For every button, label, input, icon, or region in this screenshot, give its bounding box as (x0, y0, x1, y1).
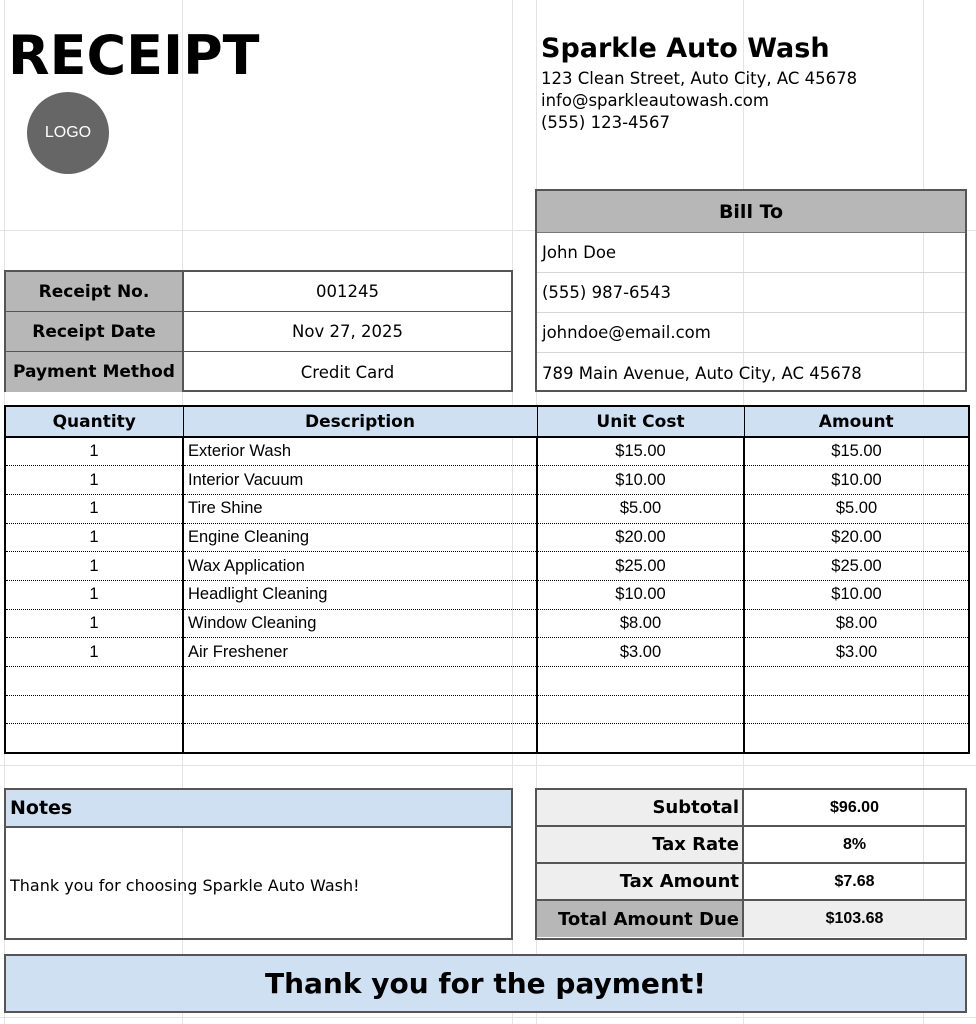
company-phone: (555) 123-4567 (541, 113, 671, 132)
item-description[interactable]: Air Freshener (183, 638, 537, 667)
item-description[interactable] (183, 724, 537, 753)
bill-to-address[interactable]: 789 Main Avenue, Auto City, AC 45678 (542, 363, 862, 383)
item-description[interactable]: Window Cleaning (183, 609, 537, 638)
item-amount[interactable] (744, 667, 969, 696)
thank-you-banner: Thank you for the payment! (4, 954, 967, 1013)
item-description[interactable] (183, 695, 537, 724)
receipt-number-row (6, 272, 511, 312)
subtotal-label: Subtotal (537, 790, 744, 825)
receipt-date-row (6, 312, 511, 352)
item-amount[interactable]: $15.00 (744, 437, 969, 466)
tax-rate-row (537, 827, 965, 864)
payment-method-value[interactable]: Credit Card (300, 362, 395, 382)
company-address: 123 Clean Street, Auto City, AC 45678 (541, 69, 858, 88)
bill-to-heading: Bill To (537, 191, 965, 233)
item-unit-cost[interactable]: $20.00 (537, 523, 744, 552)
item-description[interactable]: Tire Shine (183, 494, 537, 523)
item-amount[interactable]: $8.00 (744, 609, 969, 638)
bill-to-phone[interactable]: (555) 987-6543 (537, 273, 965, 313)
receipt-date-label: Receipt Date (6, 312, 184, 351)
tax-amount-value[interactable]: $7.68 (834, 872, 875, 890)
item-amount[interactable]: $20.00 (744, 523, 969, 552)
item-quantity[interactable]: 1 (5, 638, 183, 667)
item-amount[interactable]: $10.00 (744, 580, 969, 609)
notes-section (4, 788, 513, 940)
bill-to-section (535, 189, 967, 392)
item-description[interactable]: Interior Vacuum (183, 466, 537, 495)
table-row (5, 437, 969, 466)
item-unit-cost[interactable]: $25.00 (537, 552, 744, 581)
table-row (5, 552, 969, 581)
item-quantity[interactable] (5, 695, 183, 724)
table-row (5, 580, 969, 609)
item-amount[interactable] (744, 695, 969, 724)
item-unit-cost[interactable] (537, 724, 744, 753)
receipt-info-section (4, 270, 513, 392)
company-logo: LOGO (27, 92, 109, 174)
item-amount[interactable]: $5.00 (744, 494, 969, 523)
totals-section (535, 788, 967, 940)
column-header-description: Description (183, 406, 537, 437)
table-row (5, 667, 969, 696)
table-row (5, 695, 969, 724)
bill-to-name[interactable]: John Doe (537, 233, 965, 273)
tax-amount-label: Tax Amount (537, 864, 744, 899)
item-quantity[interactable]: 1 (5, 552, 183, 581)
item-quantity[interactable]: 1 (5, 523, 183, 552)
total-due-row (537, 901, 965, 937)
item-quantity[interactable]: 1 (5, 494, 183, 523)
table-row (5, 466, 969, 495)
item-quantity[interactable]: 1 (5, 437, 183, 466)
item-description[interactable]: Wax Application (183, 552, 537, 581)
receipt-date-value[interactable]: Nov 27, 2025 (292, 322, 403, 341)
item-unit-cost[interactable]: $10.00 (537, 580, 744, 609)
item-unit-cost[interactable] (537, 695, 744, 724)
items-table (4, 405, 970, 754)
item-unit-cost[interactable] (537, 667, 744, 696)
item-description[interactable]: Exterior Wash (183, 437, 537, 466)
item-quantity[interactable]: 1 (5, 466, 183, 495)
column-header-quantity: Quantity (5, 406, 183, 437)
subtotal-row (537, 790, 965, 827)
column-header-unit-cost: Unit Cost (537, 406, 744, 437)
table-row (5, 638, 969, 667)
item-quantity[interactable] (5, 724, 183, 753)
payment-method-row (6, 352, 511, 392)
items-header-row (5, 406, 969, 437)
item-description[interactable] (183, 667, 537, 696)
receipt-title: RECEIPT (8, 24, 260, 87)
table-row (5, 609, 969, 638)
item-unit-cost[interactable]: $15.00 (537, 437, 744, 466)
item-amount[interactable]: $3.00 (744, 638, 969, 667)
item-unit-cost[interactable]: $10.00 (537, 466, 744, 495)
item-quantity[interactable] (5, 667, 183, 696)
item-description[interactable]: Headlight Cleaning (183, 580, 537, 609)
payment-method-label: Payment Method (6, 352, 184, 392)
receipt-number-value[interactable]: 001245 (316, 282, 379, 301)
company-email: info@sparkleautowash.com (541, 91, 769, 110)
item-unit-cost[interactable]: $5.00 (537, 494, 744, 523)
item-amount[interactable]: $10.00 (744, 466, 969, 495)
table-row (5, 494, 969, 523)
company-name: Sparkle Auto Wash (541, 33, 830, 64)
tax-amount-row (537, 864, 965, 901)
item-quantity[interactable]: 1 (5, 609, 183, 638)
total-due-value[interactable]: $103.68 (744, 901, 965, 937)
notes-heading: Notes (6, 790, 511, 828)
tax-rate-value[interactable]: 8% (842, 835, 867, 853)
column-header-amount: Amount (744, 406, 969, 437)
total-due-label: Total Amount Due (537, 901, 744, 937)
table-row (5, 724, 969, 753)
table-row (5, 523, 969, 552)
receipt-number-label: Receipt No. (6, 272, 184, 311)
tax-rate-label: Tax Rate (537, 827, 744, 862)
subtotal-value[interactable]: $96.00 (830, 798, 879, 816)
item-description[interactable]: Engine Cleaning (183, 523, 537, 552)
item-quantity[interactable]: 1 (5, 580, 183, 609)
notes-text[interactable]: Thank you for choosing Sparkle Auto Wash! (10, 876, 360, 895)
item-amount[interactable] (744, 724, 969, 753)
item-unit-cost[interactable]: $3.00 (537, 638, 744, 667)
item-unit-cost[interactable]: $8.00 (537, 609, 744, 638)
item-amount[interactable]: $25.00 (744, 552, 969, 581)
bill-to-email[interactable]: johndoe@email.com (537, 313, 965, 353)
